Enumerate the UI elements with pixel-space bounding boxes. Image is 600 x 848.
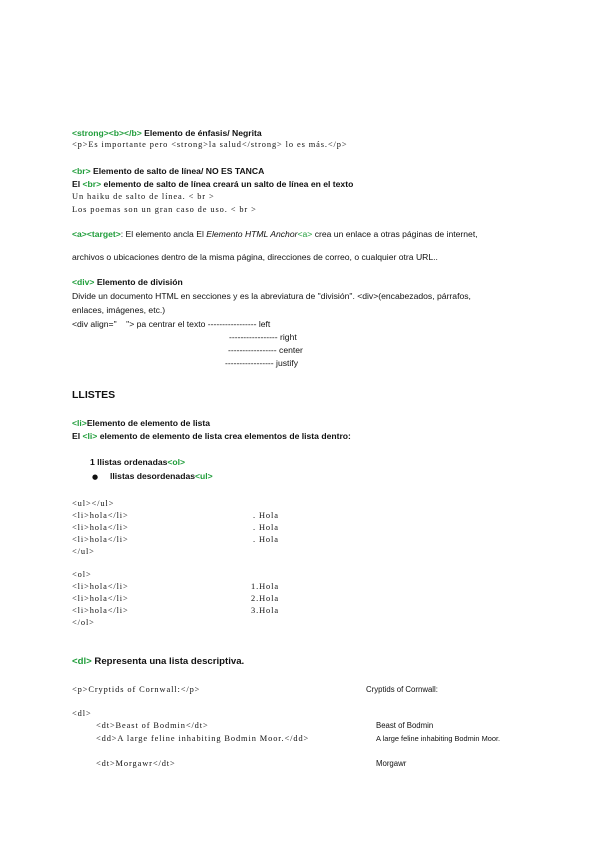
dl-p-code: <p>Cryptids of Cornwall:</p>: [72, 685, 201, 694]
ol-output-item: 1.Hola: [251, 582, 279, 591]
dd1-output: A large feline inhabiting Bodmin Moor.: [376, 734, 501, 743]
div-tag: <div>: [72, 277, 95, 287]
br-code-line-2: Los poemas son un gran caso de uso. < br >: [72, 205, 257, 214]
ol-list-item: [90, 458, 185, 467]
br-description: [72, 180, 353, 189]
strong-heading: [72, 129, 262, 138]
li-desc-post: elemento de elemento de lista crea elementos de lista dentro:: [97, 431, 351, 441]
ol-item-tag: <ol>: [167, 457, 186, 467]
li-heading: [72, 419, 210, 428]
br-code-line-1: Un haiku de salto de línea. < br >: [72, 192, 215, 201]
anchor-line-2: archivos o ubicaciones dentro de la misma página, direcciones de correo, o cualquier otra URL..: [72, 252, 438, 262]
ol-output-item: 3.Hola: [251, 606, 279, 615]
ul-list-item-text: [110, 472, 213, 481]
anchor-tag: <a><target>: [72, 229, 121, 239]
anchor-heading: [72, 230, 478, 239]
ol-output-item: 2.Hola: [251, 594, 279, 603]
li-tag: <li>: [72, 418, 87, 428]
ul-output-item: . Hola: [253, 523, 279, 532]
ol-code-line: <li>hola</li>: [72, 582, 129, 591]
div-desc-line-1: Divide un documento HTML en secciones y es la abreviatura de "división". <div>(encabezados, párrafos,: [72, 291, 471, 301]
dl-p-output: Cryptids of Cornwall:: [366, 685, 438, 694]
dl-title: Representa una lista descriptiva.: [91, 656, 245, 667]
div-title: Elemento de división: [94, 277, 183, 287]
ol-code-line: <li>hola</li>: [72, 606, 129, 615]
anchor-pre: : El elemento ancla El: [120, 229, 207, 239]
div-desc-line-2: enlaces, imágenes, etc.): [72, 305, 166, 315]
div-align-line: <div align=" "> pa centrar el texto ----------------- left: [72, 319, 271, 329]
li-desc-pre: El: [72, 431, 83, 441]
anchor-italic: Elemento HTML Anchor: [206, 229, 298, 239]
div-heading: [72, 278, 183, 287]
strong-title: Elemento de énfasis/ Negrita: [141, 128, 262, 138]
ul-item-tag: <ul>: [195, 471, 213, 481]
div-align-center: ----------------- center: [228, 345, 303, 355]
ol-item-number: 1: [90, 457, 95, 467]
li-title: Elemento de elemento de lista: [86, 418, 211, 428]
li-desc-tag: <li>: [82, 431, 98, 441]
div-align-justify: ----------------- justify: [225, 358, 299, 368]
dt1-code: <dt>Beast of Bodmin</dt>: [96, 721, 209, 730]
br-desc-post: elemento de salto de línea creará un salto de línea en el texto: [101, 179, 354, 189]
strong-code: <p>Es importante pero <strong>la salud</strong> lo es más.</p>: [72, 140, 348, 149]
ul-code-line: <li>hola</li>: [72, 535, 129, 544]
ol-code-line: </ol>: [72, 618, 95, 627]
dl-heading: [72, 657, 244, 667]
ul-output-item: . Hola: [253, 511, 279, 520]
dt2-output: Morgawr: [376, 759, 407, 768]
li-description: [72, 432, 351, 441]
div-align-right: ----------------- right: [229, 332, 297, 342]
br-title: Elemento de salto de línea/ NO ES TANCA: [90, 166, 265, 176]
br-tag: <br>: [72, 166, 91, 176]
br-desc-pre: El: [72, 179, 83, 189]
dt1-output: Beast of Bodmin: [376, 721, 434, 730]
br-desc-tag: <br>: [82, 179, 102, 189]
ol-item-text: llistas ordenadas: [94, 457, 168, 467]
ul-list-item: [92, 472, 98, 481]
dl-tag: <dl>: [72, 656, 92, 667]
dt2-code: <dt>Morgawr</dt>: [96, 759, 176, 768]
ul-output-item: . Hola: [253, 535, 279, 544]
anchor-post: crea un enlace a otras páginas de internet,: [312, 229, 478, 239]
ul-code-line: <li>hola</li>: [72, 523, 129, 532]
llistes-heading: LLISTES: [72, 389, 116, 401]
ul-code-line: <ul></ul>: [72, 499, 115, 508]
bullet-icon: ●: [92, 473, 99, 481]
dd1-code: <dd>A large feline inhabiting Bodmin Moor.</dd>: [96, 734, 310, 743]
br-heading: [72, 167, 264, 176]
ul-code-line: </ul>: [72, 547, 95, 556]
dl-open-code: <dl>: [72, 709, 92, 718]
ul-item-text: llistas desordenadas: [110, 471, 196, 481]
ul-code-line: <li>hola</li>: [72, 511, 129, 520]
strong-tag: <strong><b></b>: [72, 128, 142, 138]
anchor-tag-2: <a>: [297, 229, 313, 239]
ol-code-line: <ol>: [72, 570, 92, 579]
ol-code-line: <li>hola</li>: [72, 594, 129, 603]
